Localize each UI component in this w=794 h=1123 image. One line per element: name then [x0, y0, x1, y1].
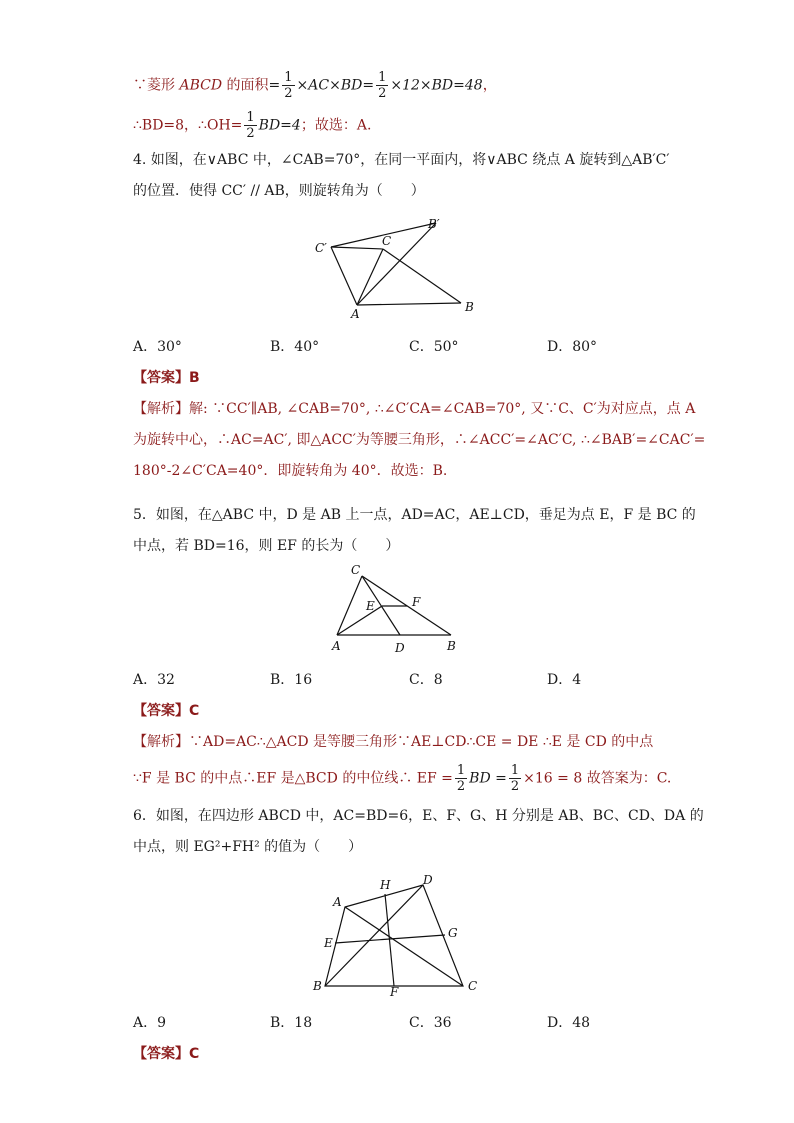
- q5-figure: [325, 560, 470, 658]
- fraction: [282, 70, 294, 101]
- q6-stem-line2: 中点，则 EG²+FH² 的值为（ ）: [133, 839, 363, 855]
- label-f: F: [412, 595, 421, 609]
- text-segment: ∴BD=8，∴OH=: [133, 117, 243, 134]
- label-c-prime: C′: [315, 241, 327, 255]
- fraction: [455, 763, 467, 794]
- label-f: F: [390, 985, 399, 999]
- q5-option-c[interactable]: C．8: [409, 672, 443, 688]
- text-segment: ×12×BD=48: [390, 77, 483, 94]
- q4-option-a[interactable]: A．30°: [133, 339, 182, 355]
- q6-option-d[interactable]: D．48: [547, 1015, 591, 1031]
- q5-solution-line2: [133, 763, 671, 794]
- q4-stem-line2: 的位置．使得 CC′ // AB，则旋转角为（ ）: [133, 183, 425, 199]
- q4-figure: [310, 212, 485, 320]
- q4-option-c[interactable]: C．50°: [409, 339, 459, 355]
- q5-solution-line1: 【解析】∵AD=AC∴△ACD 是等腰三角形∵AE⊥CD∴CE = DE ∴E 是 CD 的中点: [133, 734, 654, 750]
- q4-answer: 【答案】B: [133, 370, 200, 386]
- q4-solution-line1: 【解析】解: ∵CC′∥AB, ∠CAB=70°, ∴∠C′CA=∠CAB=70°, 又∵C、C′为对应点，点 A: [133, 401, 696, 417]
- q5-option-b[interactable]: B．16: [270, 672, 313, 688]
- q5-stem-line2: 中点，若 BD=16，则 EF 的长为（ ）: [133, 538, 400, 554]
- label-a: A: [332, 639, 341, 653]
- label-d: D: [395, 641, 405, 655]
- label-d: D: [423, 873, 433, 887]
- text-segment: 的面积: [222, 77, 269, 94]
- fraction: [244, 110, 256, 141]
- q5-option-d[interactable]: D．4: [547, 672, 582, 688]
- q5-option-a[interactable]: A．32: [133, 672, 175, 688]
- numerator: 1: [510, 763, 520, 778]
- numerator: 1: [284, 70, 293, 85]
- text-segment: ×16 = 8 故答案为：C.: [523, 770, 672, 787]
- q6-option-a[interactable]: A．9: [133, 1015, 167, 1031]
- label-b: B: [313, 979, 322, 993]
- label-e: E: [324, 936, 333, 950]
- q6-answer: 【答案】C: [133, 1046, 200, 1062]
- denominator: 2: [378, 86, 387, 101]
- denominator: 2: [510, 779, 520, 794]
- q4-option-d[interactable]: D．80°: [547, 339, 598, 355]
- q4-solution-line3: 180°-2∠C′CA=40°．即旋转角为 40°．故选：B.: [133, 463, 448, 479]
- fraction: [509, 763, 521, 794]
- label-h: H: [380, 878, 391, 892]
- q5-answer: 【答案】C: [133, 703, 200, 719]
- label-b: B: [447, 639, 456, 653]
- q6-figure: [305, 868, 485, 1003]
- text-segment: ；故选：A.: [300, 117, 372, 134]
- denominator: 2: [456, 779, 466, 794]
- q4-option-b[interactable]: B．40°: [270, 339, 320, 355]
- label-a: A: [351, 307, 360, 320]
- q6-stem-line1: 6．如图，在四边形 ABCD 中，AC=BD=6，E、F、G、H 分别是 AB、BC、CD、DA 的: [133, 808, 704, 824]
- label-g: G: [448, 926, 458, 940]
- numerator: 1: [246, 110, 255, 125]
- text-segment: ，: [482, 77, 497, 94]
- label-c: C: [351, 563, 361, 577]
- text-segment: ABCD: [179, 77, 223, 94]
- q6-option-b[interactable]: B．18: [270, 1015, 313, 1031]
- text-segment: =: [268, 77, 281, 94]
- numerator: 1: [378, 70, 387, 85]
- text-segment: ×AC×BD=: [296, 77, 375, 94]
- label-c: C: [468, 979, 478, 993]
- label-e: E: [366, 599, 375, 613]
- label-a: A: [333, 895, 342, 909]
- label-b: B: [465, 300, 474, 314]
- text-segment: ∵F 是 BC 的中点∴EF 是△BCD 的中位线∴ EF =: [133, 770, 453, 787]
- q4-solution-line2: 为旋转中心，∴AC=AC′, 即△ACC′为等腰三角形，∴∠ACC′=∠AC′C, ∴∠BAB′=∠CAC′=: [133, 432, 706, 448]
- q6-option-c[interactable]: C．36: [409, 1015, 452, 1031]
- fraction: [376, 70, 388, 101]
- text-segment: BD =: [469, 770, 507, 787]
- text-segment: ∵菱形: [133, 77, 180, 94]
- area-formula-line: [133, 70, 497, 101]
- denominator: 2: [246, 126, 255, 141]
- q5-stem-line1: 5．如图，在△ABC 中，D 是 AB 上一点，AD=AC，AE⊥CD，垂足为点 E，F 是 BC 的: [133, 507, 696, 523]
- label-b-prime: B′: [428, 217, 440, 231]
- bd-result-line: [133, 110, 371, 141]
- label-c: C: [382, 234, 392, 248]
- denominator: 2: [284, 86, 293, 101]
- text-segment: BD=4: [258, 117, 301, 134]
- numerator: 1: [456, 763, 466, 778]
- q4-stem-line1: 4. 如图，在∨ABC 中，∠CAB=70°，在同一平面内，将∨ABC 绕点 A 旋转到△AB′C′: [133, 152, 670, 168]
